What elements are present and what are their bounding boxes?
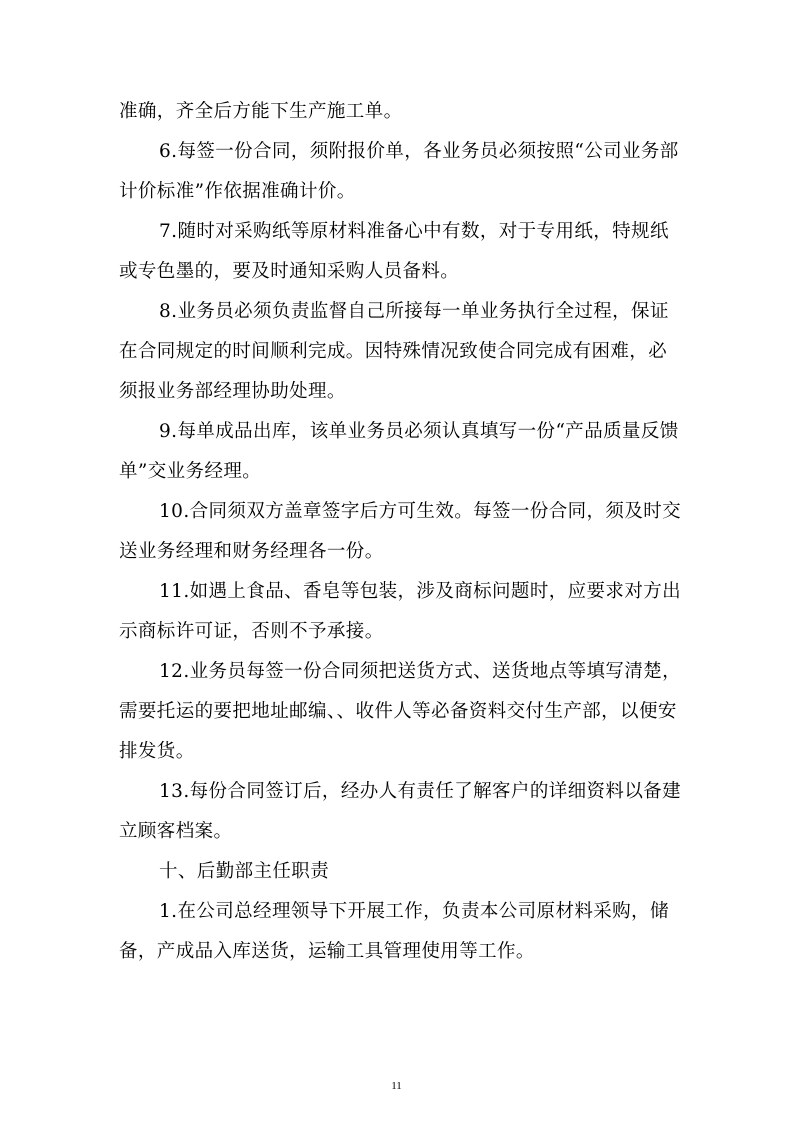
text-line: 在合同规定的时间顺利完成。因特殊情况致使合同完成有困难，必 bbox=[119, 341, 668, 362]
text-line: 准确，齐全后方能下生产施工单。 bbox=[119, 101, 403, 122]
text-line: 11.如遇上食品、香皂等包装，涉及商标问题时，应要求对方出 bbox=[159, 581, 682, 602]
text-line: 需要托运的要把地址邮编、、收件人等必备资料交付生产部，以便安 bbox=[119, 701, 677, 722]
text-line: 须报业务部经理协助处理。 bbox=[119, 381, 346, 402]
body-text bbox=[119, 92, 682, 972]
text-line: 备，产成品入库送货，运输工具管理使用等工作。 bbox=[119, 941, 535, 962]
text-line: 示商标许可证，否则不予承接。 bbox=[119, 621, 384, 642]
text-line: 计价标准”作依据准确计价。 bbox=[119, 181, 356, 202]
text-line: 立顾客档案。 bbox=[119, 821, 233, 842]
page-number: 11 bbox=[391, 1080, 402, 1092]
text-line: 排发货。 bbox=[119, 741, 195, 762]
text-line: 7.随时对采购纸等原材料准备心中有数，对于专用纸，特规纸 bbox=[159, 221, 669, 242]
text-line: 12.业务员每签一份合同须把送货方式、送货地点等填写清楚， bbox=[159, 661, 682, 682]
text-line: 13.每份合同签订后，经办人有责任了解客户的详细资料以备建 bbox=[159, 781, 682, 802]
text-line: 送业务经理和财务经理各一份。 bbox=[119, 541, 384, 562]
text-line: 单”交业务经理。 bbox=[119, 461, 262, 482]
text-line: 或专色墨的，要及时通知采购人员备料。 bbox=[119, 261, 460, 282]
section-heading: 十、后勤部主任职责 bbox=[159, 861, 330, 882]
text-line: 1.在公司总经理领导下开展工作，负责本公司原材料采购，储 bbox=[159, 901, 669, 922]
text-line: 6.每签一份合同，须附报价单，各业务员必须按照“公司业务部 bbox=[159, 141, 679, 162]
text-line: 8.业务员必须负责监督自己所接每一单业务执行全过程，保证 bbox=[159, 301, 669, 322]
text-line: 10.合同须双方盖章签字后方可生效。每签一份合同，须及时交 bbox=[159, 501, 682, 522]
text-line: 9.每单成品出库，该单业务员必须认真填写一份“产品质量反馈 bbox=[159, 421, 679, 442]
